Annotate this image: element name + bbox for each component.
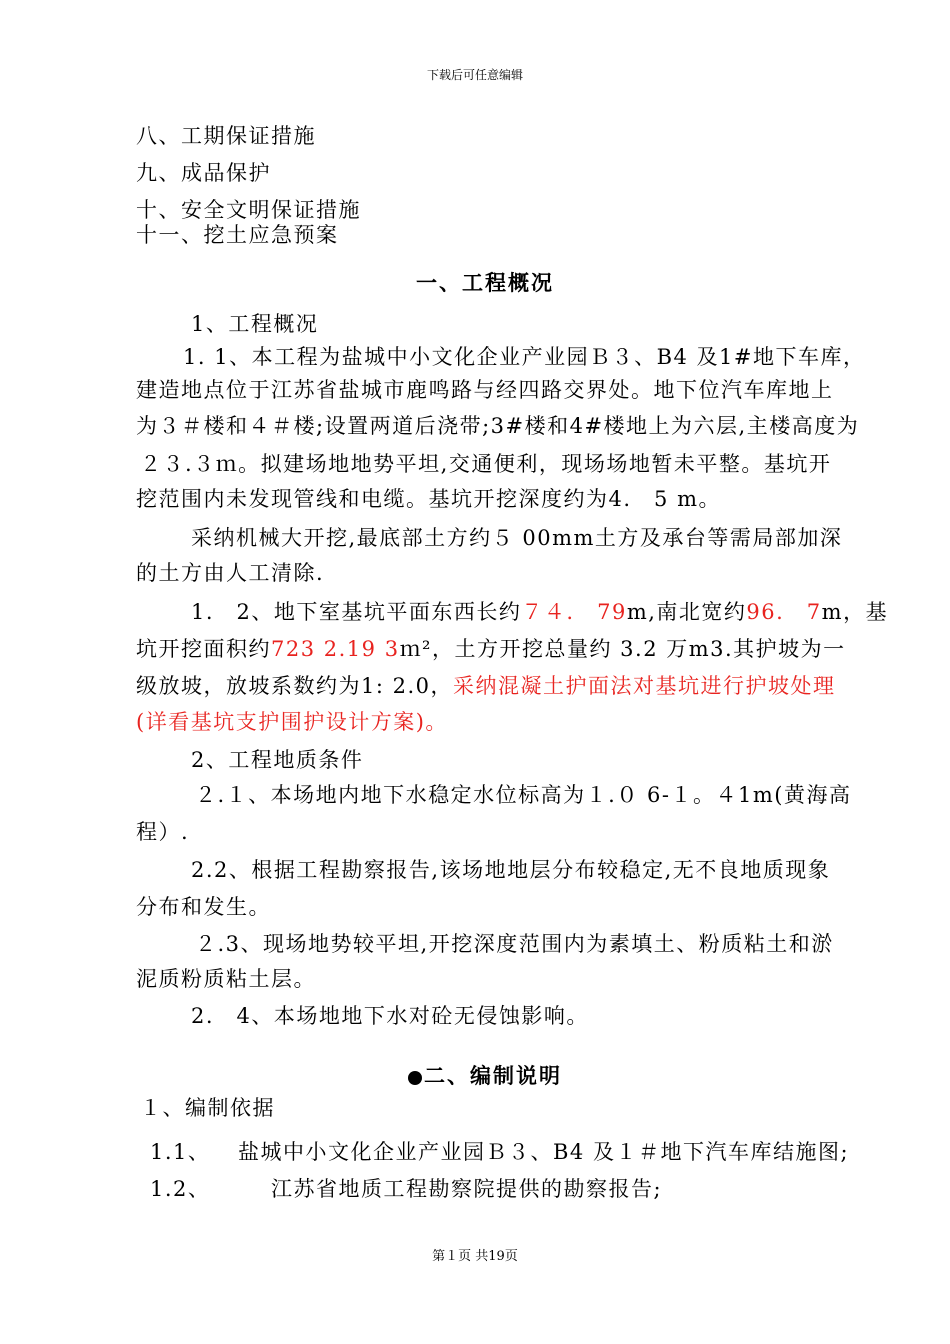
paragraph-2-1-line2: 程）. [136,820,190,844]
paragraph-2-1-line1: ２.１、本场地内地下水稳定水位标高为１.０ 6-１。４1m(黄海高 [195,783,852,807]
text: m,南北宽约 [626,600,747,624]
text: 级放坡，放坡系数约为1: 2.0， [136,674,454,698]
subsection-1-title: 1、工程概况 [191,312,319,336]
paragraph-1-2-line4: (详看基坑支护围护设计方案)。 [136,710,448,734]
section-1-title: 一、工程概况 [416,270,554,295]
toc-item-11: 十一、挖土应急预案 [136,223,339,247]
highlight-area: 723 2.19 3 [271,637,400,661]
paragraph-1-1-line2: 建造地点位于江苏省盐城市鹿鸣路与经四路交界处。地下位汽车库地上 [136,378,834,402]
basis-item-1-text: 盐城中小文化企业产业园Ｂ３、B4 及１＃地下汽车库结施图; [238,1140,850,1164]
page-footer: 第１页 共19页 [432,1249,518,1264]
paragraph-1-2-line2 [136,637,846,661]
paragraph-excavation-line2: 的土方由人工清除. [136,561,325,585]
paragraph-1-2-line3 [136,674,836,698]
text: ｍ²，土方开挖总量约 3.2 万m3.其护坡为一 [399,637,846,661]
paragraph-2-2-line2: 分布和发生。 [136,895,271,919]
subsection-2-title: 2、工程地质条件 [191,748,364,772]
text: 坑开挖面积约 [136,637,271,661]
basis-title: １、编制依据 [140,1096,275,1120]
text: m，基 [821,600,889,624]
page-header: 下载后可任意编辑 [426,68,523,82]
paragraph-2-2-line1: 2.2、根据工程勘察报告,该场地地层分布较稳定,无不良地质现象 [191,858,831,882]
toc-item-9: 九、成品保护 [136,161,271,185]
paragraph-1-1-line3: 为３＃楼和４＃楼;设置两道后浇带;3#楼和4#楼地上为六层,主楼高度为 [136,414,860,438]
basis-item-2-text: 江苏省地质工程勘察院提供的勘察报告; [271,1177,663,1201]
paragraph-1-1-line4: ２３.３ｍ。拟建场地地势平坦,交通便利，现场场地暂未平整。基坑开 [140,452,832,476]
paragraph-2-4: 2. 4、本场地地下水对砼无侵蚀影响。 [191,1004,589,1028]
anchor-mark-icon [408,1071,422,1085]
basis-item-2-number: 1.2、 [150,1177,211,1201]
paragraph-2-3-line2: 泥质粉质粘土层。 [136,967,316,991]
paragraph-2-3-line1: ２.3、现场地势较平坦,开挖深度范围内为素填土、粉质粘土和淤 [195,932,834,956]
paragraph-1-1-line5: 挖范围内未发现管线和电缆。基坑开挖深度约为4. 5 m。 [136,487,721,511]
paragraph-1-1-line1: 1. 1、本工程为盐城中小文化企业产业园Ｂ３、B4 及1#地下车库， [183,345,866,369]
basis-item-1-number: 1.1、 [150,1140,211,1164]
text: 1. 2、地下室基坑平面东西长约 [191,600,522,624]
highlight-method: 采纳混凝土护面法对基坑进行护坡处理 [453,674,836,698]
section-2-title-text: 二、编制说明 [424,1063,562,1088]
section-2-title [0,1060,950,1090]
paragraph-excavation-line1: 采纳机械大开挖,最底部土方约５ 00mm土方及承台等需局部加深 [191,526,843,550]
highlight-width: 96. 7 [746,600,822,624]
toc-item-10: 十、安全文明保证措施 [136,198,361,222]
highlight-length: ７４. 79 [521,600,627,624]
paragraph-1-2-line1 [191,600,888,624]
toc-item-8: 八、工期保证措施 [136,124,316,148]
